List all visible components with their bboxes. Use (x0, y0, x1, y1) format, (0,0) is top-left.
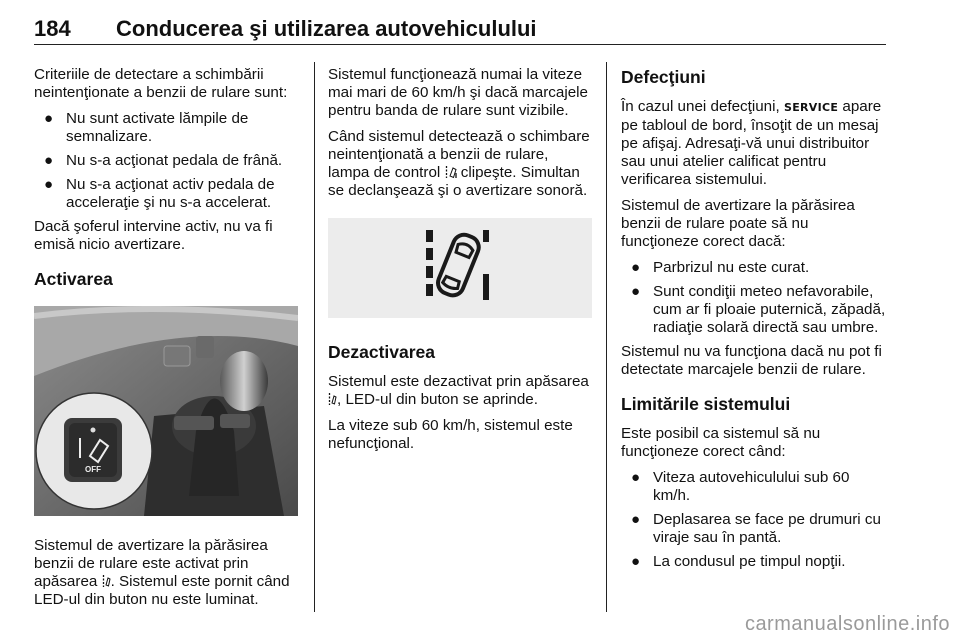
off-label: OFF (85, 465, 101, 474)
heading-limits: Limitările sistemului (621, 394, 791, 414)
detection-text: Când sistemul detectează o schimbare neintenţionată a benzii de rulare, lampa de control clipeşte. Simultan se declanşează şi o avertizare sonoră. (328, 128, 590, 199)
bullet-icon: ● (631, 259, 641, 276)
conditions-list (621, 259, 889, 337)
conditions-intro: Sistemul de avertizare la părăsirea benzii de rulare poate să nu funcţioneze corect dacă: (621, 197, 855, 250)
bullet-icon: ● (631, 511, 641, 528)
speed-limit-text: La viteze sub 60 km/h, sistemul este nefuncţional. (328, 417, 573, 452)
lane-control-lamp-icon (445, 165, 457, 179)
bullet-icon: ● (44, 110, 54, 127)
heading-activation: Activarea (34, 269, 113, 289)
bullet-icon: ● (631, 283, 641, 300)
limits-list (621, 469, 889, 571)
column-1 (34, 66, 302, 617)
criteria-intro: Criteriile de detectare a schimbării neintenţionate a benzii de rulare sunt: (34, 66, 288, 101)
lane-button-icon (102, 574, 111, 588)
watermark: carmanualsonline.info (744, 613, 950, 635)
column-2 (328, 66, 592, 461)
bullet-icon: ● (631, 553, 641, 570)
list-item: ● Nu s-a acţionat pedala de frână. (44, 152, 283, 169)
driver-note: Dacă şoferul intervine activ, nu va fi emisă nicio avertizare. (34, 218, 273, 253)
list-item: ● Nu s-a acţionat activ pedala de acceleraţie şi nu s-a accelerat. (44, 176, 275, 211)
heading-deactivation: Dezactivarea (328, 342, 436, 362)
list-item: ● Deplasarea se face pe drumuri cu viraje sau în pantă. (631, 511, 881, 546)
operation-text: Sistemul funcţionează numai la viteze mai mari de 60 km/h şi dacă marcajele pentru banda de rulare sunt vizibile. (328, 66, 588, 119)
criteria-list (34, 110, 302, 212)
bullet-icon: ● (44, 176, 54, 193)
limits-intro: Este posibil ca sistemul să nu funcţioneze corect când: (621, 425, 821, 460)
gear-console-photo (34, 306, 298, 516)
list-item: ● La condusul pe timpul nopţii. (631, 553, 846, 570)
column-divider-2 (606, 62, 607, 612)
activation-text: Sistemul de avertizare la părăsirea benzii de rulare este activat prin apăsarea . Sistemul este pornit când LED-ul din buton nu este luminat. (34, 537, 290, 608)
fault-text: În cazul unei defecţiuni, SERVICE apare pe tabloul de bord, însoţit de un mesaj pe afişaj. Adresaţi-vă unui distribuitor sau unui atelier calificat pentru verificarea sistemului. (621, 98, 882, 188)
lane-departure-warning-icon (328, 218, 592, 318)
header-divider (34, 44, 886, 45)
page-header (34, 8, 886, 48)
column-3 (621, 66, 889, 577)
lane-button-icon (328, 392, 337, 406)
list-item: ● Parbrizul nu este curat. (631, 259, 810, 276)
bullet-icon: ● (44, 152, 54, 169)
deactivation-text: Sistemul este dezactivat prin apăsarea , LED-ul din buton se aprinde. (328, 373, 589, 408)
list-item: ● Viteza autovehiculului sub 60 km/h. (631, 469, 850, 504)
bullet-icon: ● (631, 469, 641, 486)
list-item: ● Nu sunt activate lămpile de semnalizare. (44, 110, 249, 145)
page-number: 184 (34, 16, 71, 41)
list-item: ● Sunt condiţii meteo nefavorabile, cum ar fi ploaie puternică, zăpadă, radiaţie solară directă sau umbre. (631, 283, 886, 336)
column-divider-1 (314, 62, 315, 612)
markings-text: Sistemul nu va funcţiona dacă nu pot fi detectate marcajele benzii de rulare. (621, 343, 882, 378)
page-title: Conducerea şi utilizarea autovehiculului (116, 16, 537, 41)
service-indicator: SERVICE (783, 101, 839, 114)
heading-faults: Defecţiuni (621, 67, 706, 87)
